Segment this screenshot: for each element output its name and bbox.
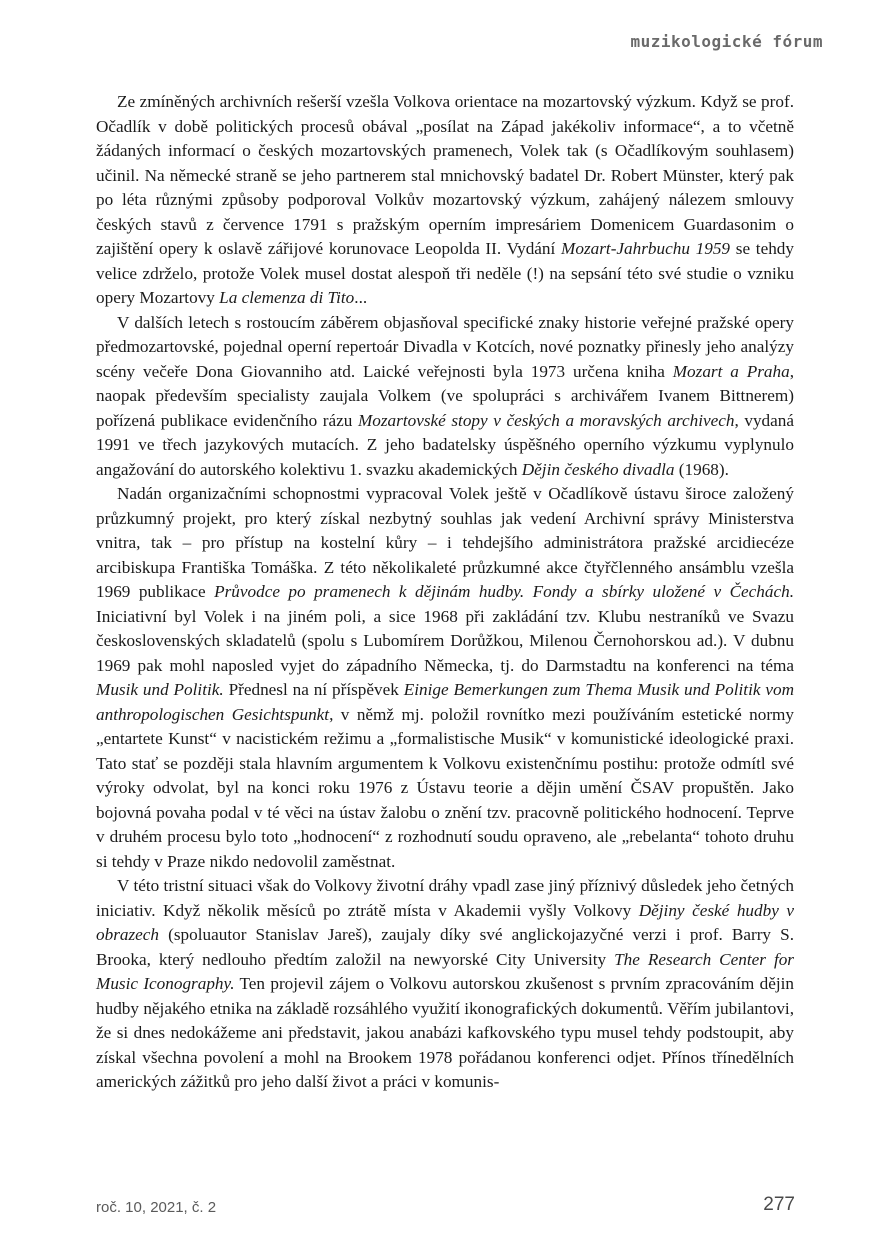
text-run: V dalších letech s rostoucím záběrem objasňoval specifické znaky historie veřejné pražské opery předmozartovské, pojednal operní repertoár Divadla v Kotcích, nové poznatky přinesly jeho analýzy scény večeře Dona Giovanniho atd. Laické veřejnosti byla 1973 určena kniha [96,312,794,381]
text-run: se tehdy velice zdrželo, protože Volek musel dostat alespoň tři neděle (!) na sepsání této své studie o vzniku opery Mozartovy [96,239,794,307]
italic-title: La clemenza di Tito [219,288,355,307]
journal-header: muzikologické fórum [630,32,823,51]
paragraph-4 [96,874,794,1095]
article-body [96,90,794,1095]
italic-title: Musik und Politik. [96,680,224,699]
text-run: Nadán organizačními schopnostmi vypracoval Volek ještě v Očadlíkově ústavu široce založený průzkumný projekt, pro který získal nezbytný souhlas jak vedení Archivní správy Ministerstva vnitra, tak – pro přístup na kostelní kůry – i tehdejšího administrátora pražské arcidiecéze arcibiskupa Františka Tomáška. Z této několikaleté průzkumné akce čtyřčlenného ansámblu vzešla 1969 publikace [96,484,794,601]
text-run: Přednesl na ní příspěvek [223,680,404,699]
text-run: , naopak především specialisty zaujala Volkem (ve spolupráci s archivářem Ivanem Bittnerem) pořízená publikace evidenčního rázu [96,361,794,430]
text-run: V této tristní situaci však do Volkovy životní dráhy vpadl zase jiný příznivý důsledek jeho četných iniciativ. Když několik měsíců po ztrátě místa v Akademii vyšly Volkovy [96,876,794,920]
paragraph-1 [96,90,794,311]
text-run: (1968). [674,459,729,479]
italic-title: Průvodce po pramenech k dějinám hudby. Fondy a sbírky uložené v Čechách. [214,582,794,601]
italic-title: Dějin českého divadla [521,459,675,479]
page-number: 277 [763,1194,795,1215]
issue-info: roč. 10, 2021, č. 2 [96,1199,217,1216]
italic-title: Mozart-Jahrbuchu 1959 [561,239,731,258]
text-run: ... [354,288,368,307]
text-run: (spoluautor Stanislav Jareš), zaujaly díky své anglickojazyčné verzi i prof. Barry S. Brooka, který nedlouho předtím založil na newyorské City University [96,925,794,969]
italic-title: Dějiny české hudby v obrazech [96,900,794,944]
text-run: , v němž mj. položil rovnítko mezi používáním estetické normy „entartete Kunst“ v nacistickém režimu a „formalistische Musik“ v komunistické ideologické praxi. Tato stať se později stala hlavním argumentem k Volkovu existenčnímu postihu: protože odmítl své výroky odvolat, byl na konci roku 1976 z Ústavu teorie a dějin umění ČSAV propuštěn. Jako bojovná povaha podal v té věci na ústav žalobu o znění tzv. pracovně politického hodnocení. Teprve v druhém procesu bylo toto „hodnocení“ z rozhodnutí soudu opraveno, ale „rebelanta“ tohoto druhu si tehdy v Praze nikdo nedovolil zaměstnat. [96,704,795,871]
paragraph-2 [96,311,794,483]
paragraph-3 [96,482,794,874]
italic-title: Mozart a Praha [672,361,790,381]
text-run: Ten projevil zájem o Volkovu autorskou zkušenost s prvním zpracováním dějin hudby nějakého etnika na základě rozsáhlého využití ikonografických dokumentů. Věřím jubilantovi, že si dnes nedokážeme ani představit, jakou anabázi kafkovského typu musel tehdy podstoupit, aby získal všechna povolení a mohl na Brookem 1978 pořádanou konferenci odjet. Přínos třínedělních amerických zážitků pro jeho další život a práci v komunis- [96,974,794,1091]
text-run: , vydaná 1991 ve třech jazykových mutacích. Z jeho badatelsky úspěšného operního výzkumu vyplynulo angažování do autorského kolektivu 1. svazku akademických [96,410,794,479]
text-run: Iniciativní byl Volek i na jiném poli, a sice 1968 při zakládání tzv. Klubu nestraníků ve Svazu československých skladatelů (spolu s Lubomírem Dorůžkou, Milenou Černohorskou ad.). V dubnu 1969 pak mohl naposled vyjet do západního Německa, tj. do Darmstadtu na konferenci na téma [96,606,794,675]
italic-title: Einige Bemerkungen zum Thema Musik und Politik vom anthropologischen Gesichtspunkt [96,680,794,724]
text-run: Ze zmíněných archivních rešerší vzešla Volkova orientace na mozartovský výzkum. Když se prof. Očadlík v době politických procesů obával „posílat na Západ jakékoliv informace“, a to včetně žádaných informací o českých mozartovských pramenech, Volek tak (s Očadlíkovým souhlasem) učinil. Na německé straně se jeho partnerem stal mnichovský badatel Dr. Robert Münster, který pak po léta různými způsoby podporoval Volkův mozartovský výzkum, zahájený nálezem smlouvy českých stavů z července 1791 s pražským operním impresáriem Domenicem Guardasonim o zajištění opery k oslavě zářijové korunovace Leopolda II. Vydání [96,92,794,258]
italic-title: Mozartovské stopy v českých a moravských archivech [357,410,735,430]
italic-title: The Research Center for Music Iconography. [96,949,794,993]
